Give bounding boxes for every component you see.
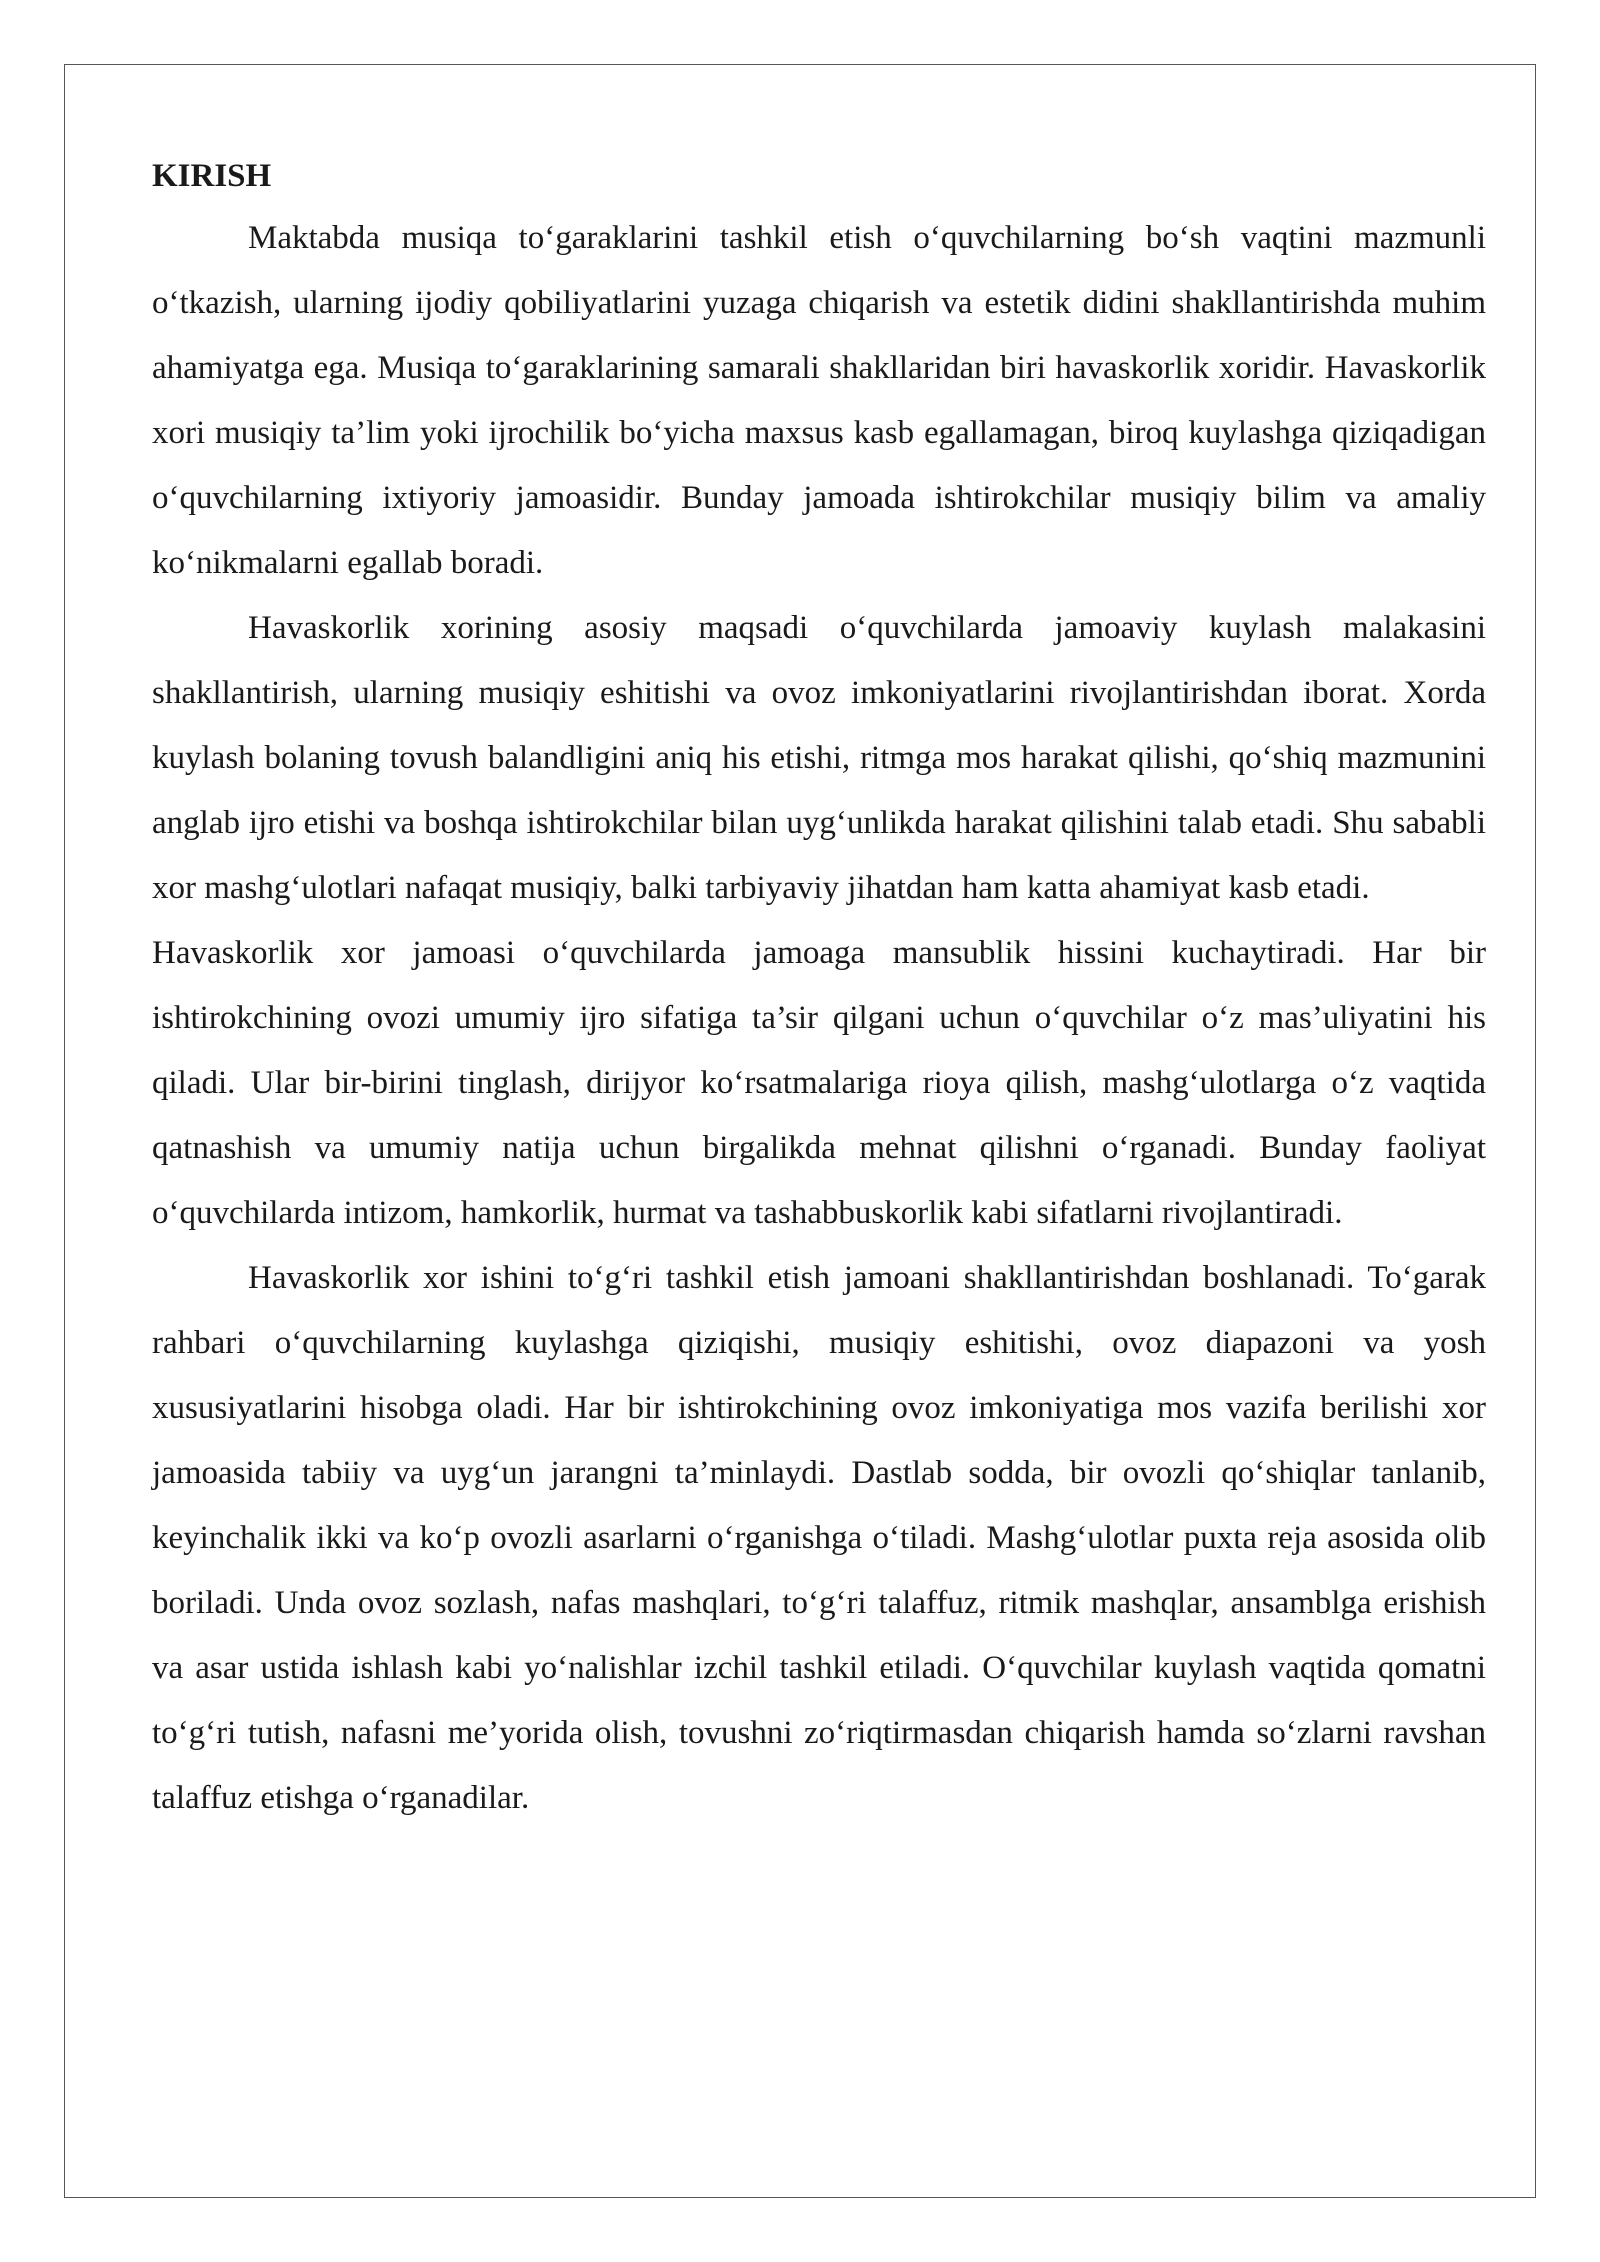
paragraph-1: Maktabda musiqa to‘garaklarini tashkil etish o‘quvchilarning bo‘sh vaqtini mazmunli o‘tkazish, ularning ijodiy qobiliyatlarini yuzaga chiqarish va estetik didini shakllantirishda muhim ahamiyatga ega. Musiqa to‘garaklarining samarali shakllaridan biri havaskorlik xoridir. Havaskorlik xori musiqiy ta’lim yoki ijrochilik bo‘yicha maxsus kasb egallamagan, biroq kuylashga qiziqadigan o‘quvchilarning ixtiyoriy jamoasidir. Bunday jamoada ishtirokchilar musiqiy bilim va amaliy ko‘nikmalarni egallab boradi. (152, 220, 1486, 581)
paragraph-4: Havaskorlik xor ishini to‘g‘ri tashkil etish jamoani shakllantirishdan boshlanadi. To‘garak rahbari o‘quvchilarning kuylashga qiziqishi, musiqiy eshitishi, ovoz diapazoni va yosh xususiyatlarini hisobga oladi. Har bir ishtirokchining ovoz imkoniyatiga mos vazifa berilishi xor jamoasida tabiiy va uyg‘un jarangni ta’minlaydi. Dastlab sodda, bir ovozli qo‘shiqlar tanlanib, keyinchalik ikki va ko‘p ovozli asarlarni o‘rganishga o‘tiladi. Mashg‘ulotlar puxta reja asosida olib boriladi. Unda ovoz sozlash, nafas mashqlari, to‘g‘ri talaffuz, ritmik mashqlar, ansamblga erishish va asar ustida ishlash kabi yo‘nalishlar izchil tashkil etiladi. O‘quvchilar kuylash vaqtida qomatni to‘g‘ri tutish, nafasni me’yorida olish, tovushni zo‘riqtirmasdan chiqarish hamda so‘zlarni ravshan talaffuz etishga o‘rganadilar. (152, 1260, 1486, 1816)
paragraph-2: Havaskorlik xorining asosiy maqsadi o‘quvchilarda jamoaviy kuylash malakasini shakllantirish, ularning musiqiy eshitishi va ovoz imkoniyatlarini rivojlantirishdan iborat. Xorda kuylash bolaning tovush balandligini aniq his etishi, ritmga mos harakat qilishi, qo‘shiq mazmunini anglab ijro etishi va boshqa ishtirokchilar bilan uyg‘unlikda harakat qilishini talab etadi. Shu sababli xor mashg‘ulotlari nafaqat musiqiy, balki tarbiyaviy jihatdan ham katta ahamiyat kasb etadi. (152, 610, 1486, 906)
paragraph-3: Havaskorlik xor jamoasi o‘quvchilarda jamoaga mansublik hissini kuchaytiradi. Har bir ishtirokchining ovozi umumiy ijro sifatiga ta’sir qilgani uchun o‘quvchilar o‘z mas’uliyatini his qiladi. Ular bir-birini tinglash, dirijyor ko‘rsatmalariga rioya qilish, mashg‘ulotlarga o‘z vaqtida qatnashish va umumiy natija uchun birgalikda mehnat qilishni o‘rganadi. Bunday faoliyat o‘quvchilarda intizom, hamkorlik, hurmat va tashabbuskorlik kabi sifatlarni rivojlantiradi. (152, 935, 1486, 1231)
document-body (152, 146, 1486, 1831)
section-heading: KIRISH (152, 158, 272, 194)
